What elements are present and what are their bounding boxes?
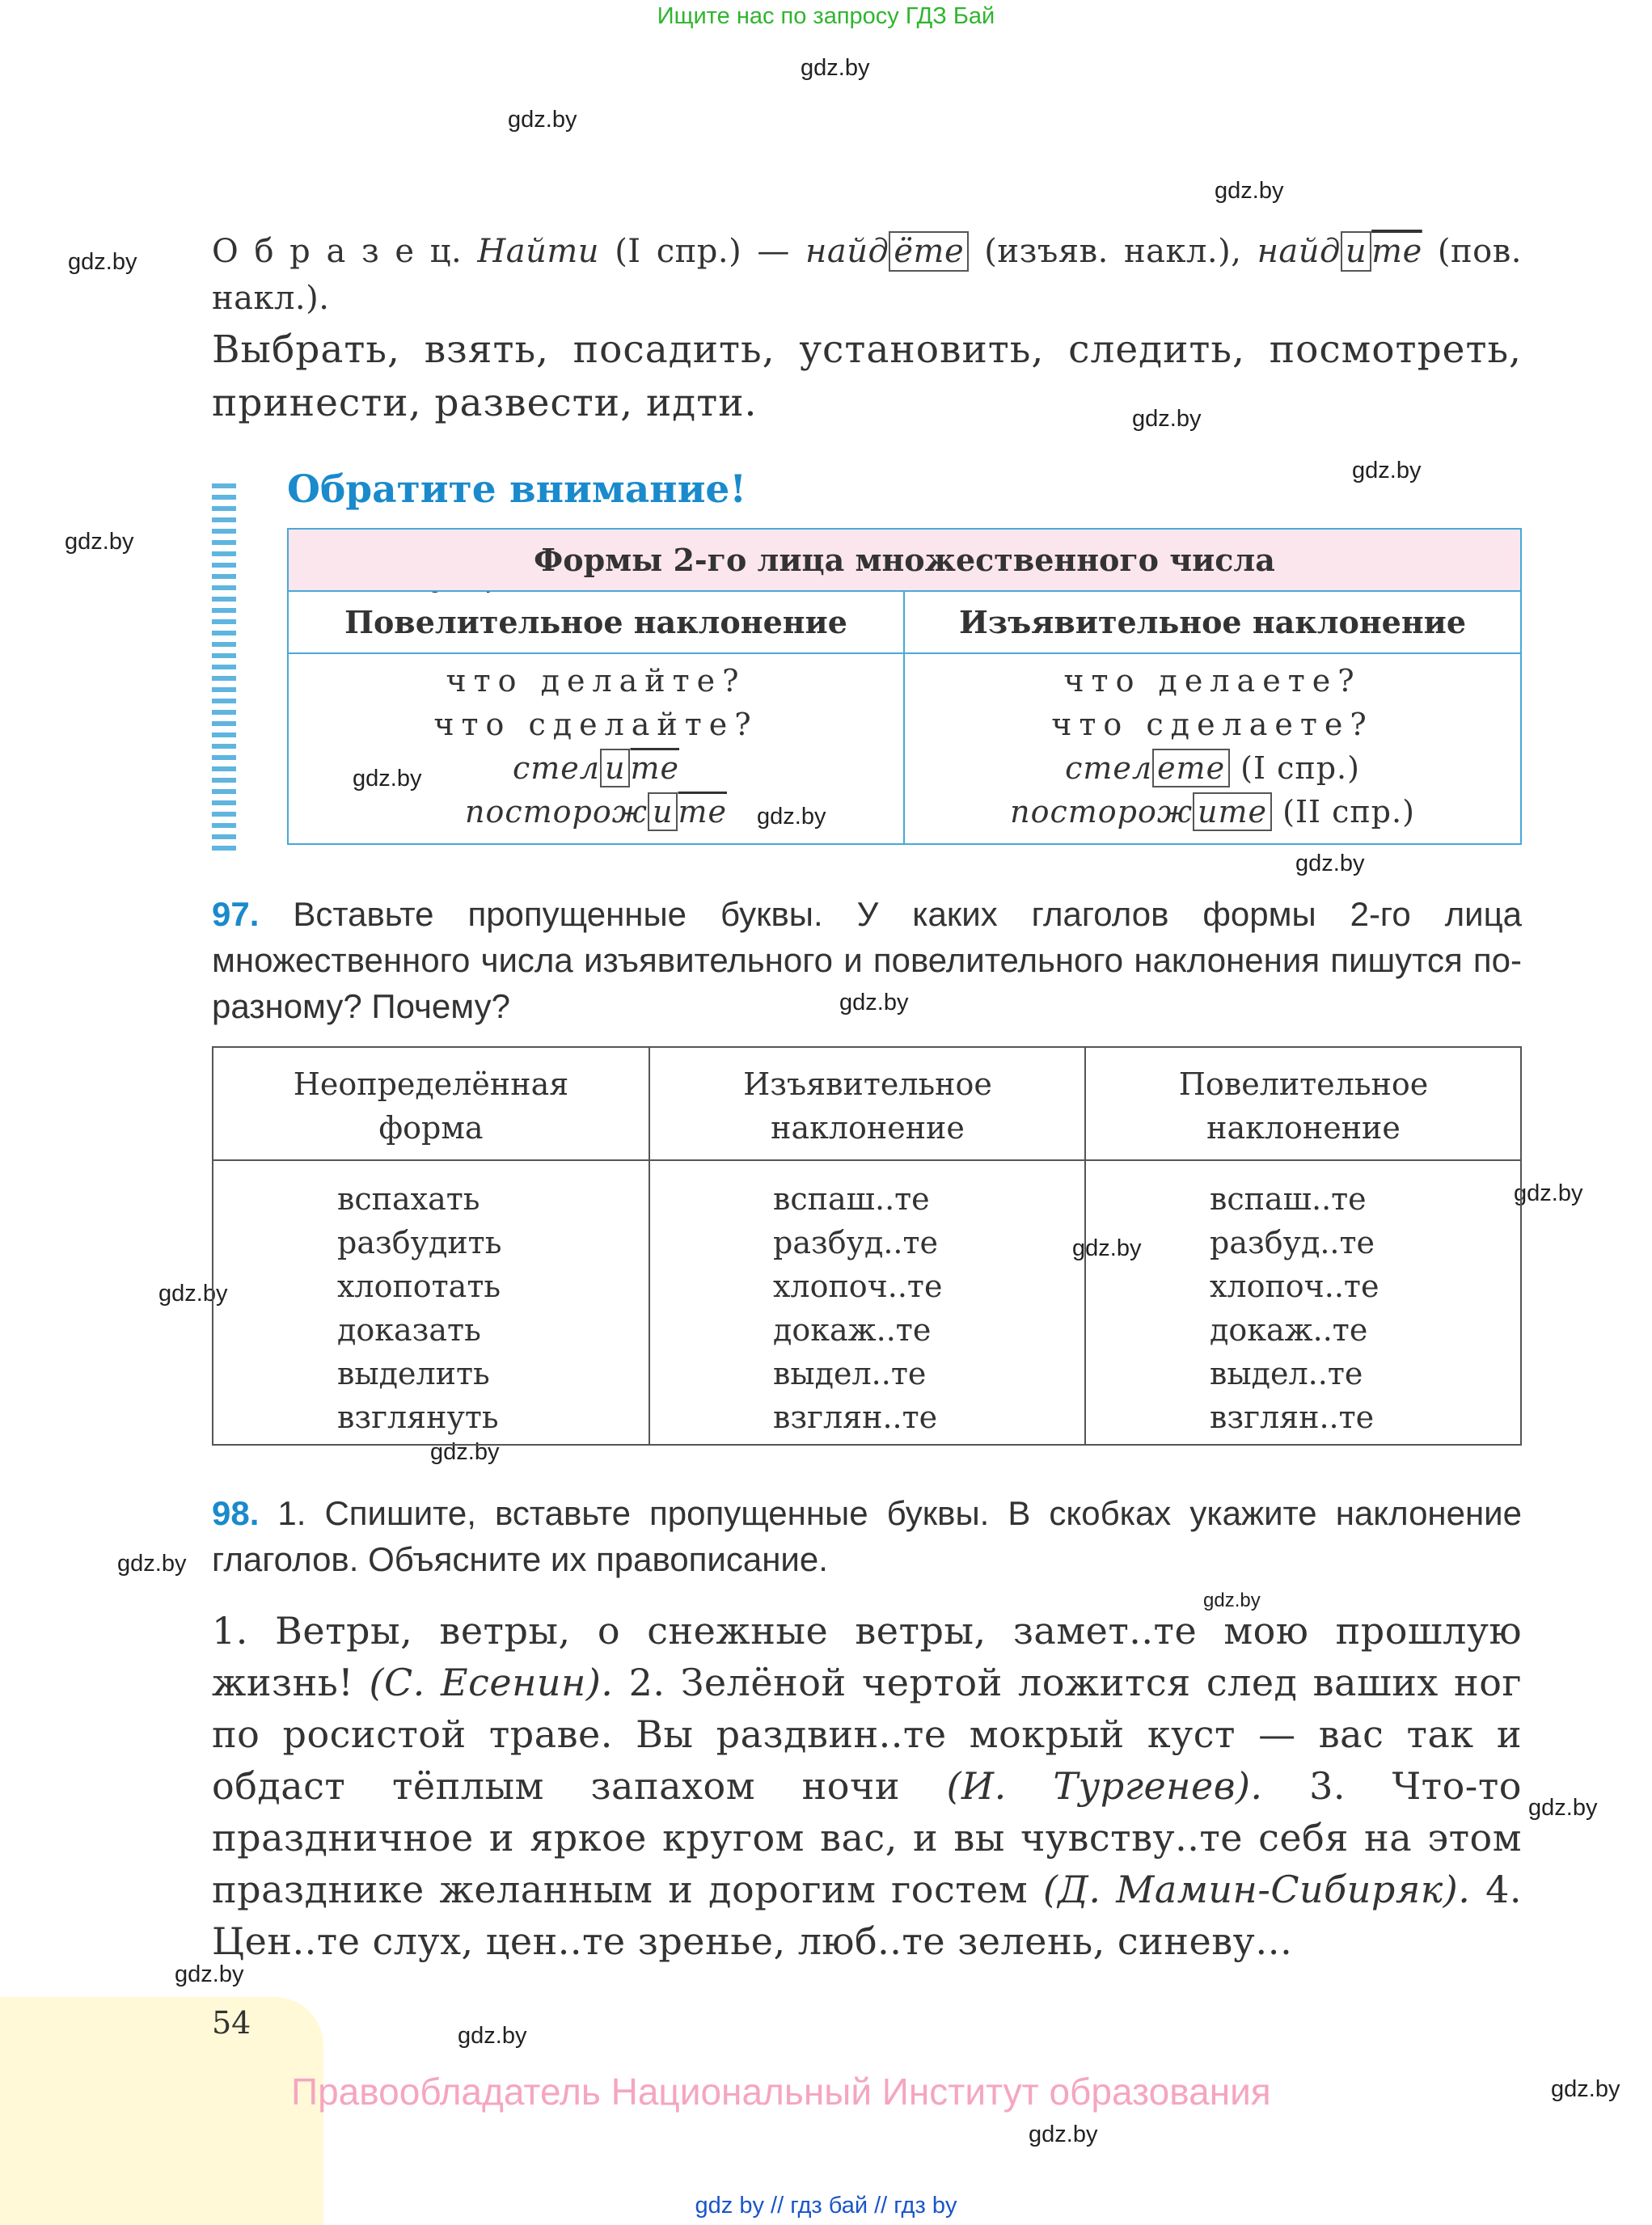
watermark: gdz.by xyxy=(175,1961,244,1987)
indicative-column: вспаш..те разбуд..те хлопоч..те докаж..те выдел..те взглян..те xyxy=(773,1181,943,1435)
ending-box: ете xyxy=(1152,749,1230,787)
watermark: gdz.by xyxy=(1295,851,1365,876)
watermark: gdz.by xyxy=(839,990,909,1015)
imperative-column: вспаш..те разбуд..те хлопоч..те докаж..те выдел..те взглян..те xyxy=(1210,1181,1379,1435)
example-ending: те xyxy=(678,794,727,830)
task-98 xyxy=(212,1490,1522,1582)
sample-conjugation: (I спр.) — xyxy=(615,233,790,270)
watermark: gdz.by xyxy=(757,804,826,830)
header-imperative: Повелительное наклонение xyxy=(1178,1066,1429,1146)
example-stem: стел xyxy=(512,750,600,786)
task-number: 97. xyxy=(212,895,260,933)
sample-stem: найд xyxy=(1257,233,1341,270)
author: (И. Тургенев). xyxy=(946,1764,1263,1808)
task-text: 1. Спишите, вставьте пропущенные буквы. В скобках укажите наклонение глаголов. Объясните их правописание. xyxy=(212,1494,1522,1578)
watermark: gdz.by xyxy=(1029,2122,1098,2147)
header-divider xyxy=(213,1159,1520,1161)
sample-ending: те xyxy=(1371,233,1422,270)
author: (Д. Мамин-Сибиряк). xyxy=(1042,1868,1471,1911)
watermark: gdz.by xyxy=(1203,1590,1261,1611)
imperative-cell xyxy=(289,659,903,834)
page-number: 54 xyxy=(212,2005,251,2041)
watermark: gdz.by xyxy=(1514,1180,1583,1206)
forms-table xyxy=(287,528,1522,845)
watermark: gdz.by xyxy=(1551,2076,1620,2102)
indicative-cell xyxy=(905,659,1520,834)
sample-line xyxy=(212,228,1522,322)
watermark: gdz.by xyxy=(1072,1235,1142,1261)
watermark: gdz.by xyxy=(65,529,134,555)
question: что сделайте? xyxy=(433,707,758,742)
verb-table xyxy=(212,1046,1522,1446)
ending-box: ите xyxy=(1193,792,1272,831)
watermark: gdz.by xyxy=(353,766,422,792)
header-infinitive: Неопределённая форма xyxy=(293,1066,569,1146)
watermark: gdz.by xyxy=(68,249,137,275)
sentence: 2. Зелёной чертой ложится след ваших ног по росистой траве. Вы раздвин..те мокрый куст — вас так и обдаст тёплым запахом ночи xyxy=(212,1661,1523,1808)
watermark: gdz.by xyxy=(1215,178,1284,204)
sample-lead: О б р а з е ц. xyxy=(212,233,463,270)
watermark: gdz.by xyxy=(801,55,870,81)
imperative-header: Повелительное наклонение xyxy=(289,592,903,654)
conjugation: (I спр.) xyxy=(1240,750,1360,786)
vowel-box: и xyxy=(648,792,678,831)
question: что делаете? xyxy=(1063,663,1362,699)
task-text: Вставьте пропущенные буквы. У каких глаголов формы 2-го лица множественного числа изъявительного и повелительного наклонения пишутся по-разному? Почему? xyxy=(212,895,1523,1025)
sample-verb: Найти xyxy=(477,233,600,270)
rights-holder: Правообладатель Национальный Институт образования xyxy=(291,2071,1271,2113)
sentence: 3. Что-то праздничное и яркое кругом вас, и вы чувству..те себя на этом празднике желанным и дорогим гостем xyxy=(212,1764,1522,1911)
forms-table-title: Формы 2-го лица множественного числа xyxy=(289,530,1520,592)
infinitive-column: вспахать разбудить хлопотать доказать выделить взглянуть xyxy=(337,1181,502,1435)
sample-ending-box: ёте xyxy=(889,231,969,272)
watermark: gdz.by xyxy=(508,107,577,133)
vowel-box: и xyxy=(600,749,630,787)
footer-links[interactable]: gdz by // гдз бай // гдз by xyxy=(695,2193,957,2219)
sentence: 4. Цен..те слух, цен..те зренье, люб..те зелень, синеву… xyxy=(212,1868,1523,1963)
sample-mood: (изъяв. накл.), xyxy=(984,233,1242,270)
indicative-header: Изъявительное наклонение xyxy=(905,592,1520,654)
watermark: gdz.by xyxy=(1528,1795,1598,1821)
watermark: gdz.by xyxy=(1352,458,1422,483)
watermark: gdz.by xyxy=(117,1551,187,1577)
header-indicative: Изъявительное наклонение xyxy=(743,1066,992,1146)
task-98-passage xyxy=(212,1605,1522,1967)
question: что делайте? xyxy=(446,663,746,699)
margin-stripe xyxy=(212,477,236,857)
task-number: 98. xyxy=(212,1494,260,1532)
sample-mood: (пов. накл.). xyxy=(212,233,1522,317)
page-corner-shade xyxy=(0,1997,323,2225)
watermark: gdz.by xyxy=(430,1439,500,1465)
attention-title: Обратите внимание! xyxy=(287,467,746,512)
conjugation: (II спр.) xyxy=(1282,794,1415,830)
example-stem: посторож xyxy=(465,794,648,830)
sentence: 1. Ветры, ветры, о снежные ветры, замет..те мою прошлую жизнь! xyxy=(212,1609,1522,1704)
watermark: gdz.by xyxy=(1132,406,1202,432)
watermark: gdz.by xyxy=(158,1281,228,1307)
sample-vowel-box: и xyxy=(1341,231,1371,272)
word-list: Выбрать, взять, посадить, установить, следить, посмотреть, принести, развести, идти. xyxy=(212,327,1522,425)
example-stem: посторож xyxy=(1010,794,1194,830)
watermark: gdz.by xyxy=(458,2023,527,2049)
search-hint-link[interactable]: Ищите нас по запросу ГДЗ Бай xyxy=(657,3,995,29)
task-97 xyxy=(212,891,1522,1029)
author: (С. Есенин). xyxy=(369,1661,614,1704)
question: что сделаете? xyxy=(1051,707,1374,742)
example-ending: те xyxy=(630,750,679,786)
sample-stem: найд xyxy=(805,233,889,270)
example-stem: стел xyxy=(1065,750,1153,786)
